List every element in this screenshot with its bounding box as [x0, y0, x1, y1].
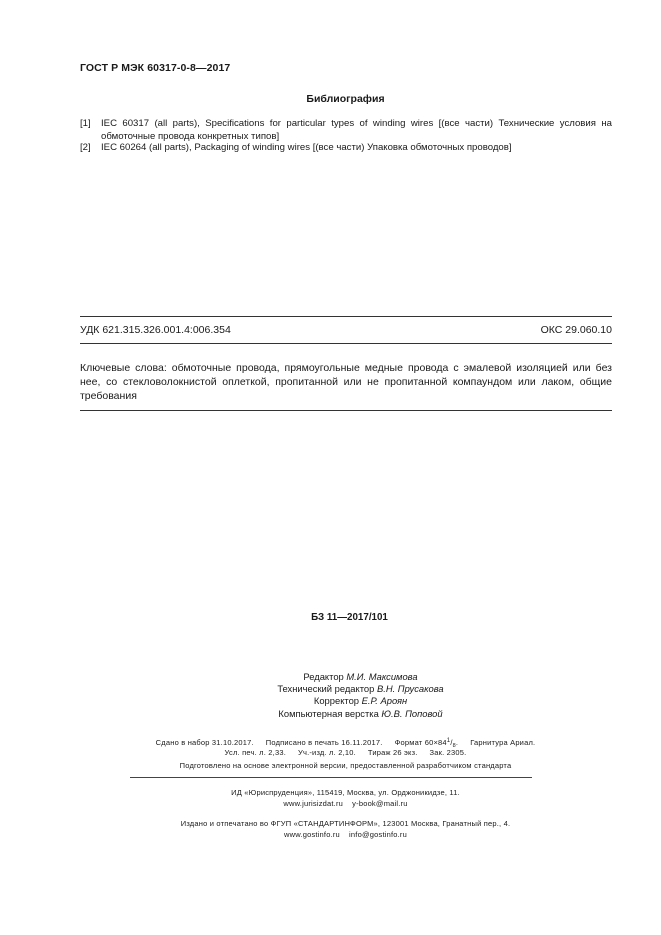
- print-sheets: Усл. печ. л. 2,33.: [224, 748, 286, 757]
- staff-proofreader: [60, 695, 661, 707]
- sent-to-set: Сдано в набор 31.10.2017.: [155, 738, 254, 747]
- staff-technical-editor: [60, 683, 661, 695]
- bibliography-entry-number: [1]: [80, 118, 91, 129]
- keywords-paragraph: Ключевые слова: обмоточные провода, прямоугольные медные провода с эмалевой изоляцией или без нее, со стекловолокнистой оплеткой, пропитанной или не пропитанной компаундом или лаком, общие требования: [80, 362, 612, 402]
- staff-editor: [60, 671, 661, 683]
- top-divider: [80, 316, 612, 317]
- imprint-divider: [130, 777, 532, 778]
- printer-contacts: www.gostinfo.ru info@gostinfo.ru: [283, 830, 407, 839]
- printer-address: Издано и отпечатано во ФГУП «СТАНДАРТИНФОРМ», 123001 Москва, Гранатный пер., 4.: [180, 819, 511, 828]
- bibliography-title: Библиография: [306, 93, 385, 105]
- keywords-divider: [80, 410, 612, 411]
- imprint-line-1: Сдано в набор 31.10.2017. Подписано в печать 16.11.2017. Формат $60\times 84^1/_8$. Гарнитура Ариал.: [155, 738, 536, 749]
- format-numerator: 1: [446, 738, 451, 744]
- publisher-sheets: Уч.-изд. л. 2,10.: [298, 748, 356, 757]
- print-run: Тираж 26 экз.: [367, 748, 418, 757]
- bibliography-entry-text: IEC 60264 (all parts), Packaging of winding wires [(все части) Упаковка обмоточных проводов]: [101, 142, 512, 153]
- bz-number: БЗ 11—2017/101: [311, 612, 388, 623]
- signed-for-print: Подписано в печать 16.11.2017.: [265, 738, 383, 747]
- typeface: Гарнитура Ариал.: [470, 738, 536, 747]
- staff-name: Е.Р. Ароян: [361, 695, 408, 707]
- publisher-address: ИД «Юриспруденция», 115419, Москва, ул. Орджоникидзе, 11.: [231, 788, 460, 797]
- bibliography-entry: [80, 118, 612, 143]
- staff-name: Ю.В. Поповой: [381, 707, 443, 719]
- bibliography-entry-number: [2]: [80, 142, 91, 153]
- publisher-contacts: www.jurisizdat.ru y-book@mail.ru: [283, 799, 408, 808]
- staff-role: Компьютерная верстка: [278, 707, 379, 719]
- staff-role: Редактор: [303, 671, 344, 682]
- staff-layout: [60, 708, 661, 720]
- udk-code: УДК 621.315.326.001.4:006.354: [80, 324, 231, 336]
- staff-name: М.И. Максимова: [346, 671, 418, 682]
- standard-code-header: ГОСТ Р МЭК 60317-0-8—2017: [80, 62, 231, 74]
- prepared-note: Подготовлено на основе электронной версии, предоставленной разработчиком стандарта: [179, 761, 512, 770]
- bibliography-entry-text: IEC 60317 (all parts), Specifications for particular types of winding wires [(все части) Технические условия на обмоточные провода конкретных типов]: [101, 118, 612, 142]
- staff-name: В.Н. Прусакова: [376, 683, 444, 695]
- staff-role: Технический редактор: [277, 683, 375, 695]
- format-denominator: 8: [452, 743, 456, 749]
- imprint-line-2: [0, 747, 661, 758]
- bibliography-entry: [80, 142, 612, 155]
- staff-role: Корректор: [313, 695, 360, 707]
- staff-credits: [0, 671, 661, 720]
- oks-code: ОКС 29.060.10: [540, 324, 612, 336]
- format: Формат 60×84: [394, 738, 447, 747]
- order-number: Зак. 2305.: [429, 748, 467, 757]
- classification-divider: [80, 343, 612, 344]
